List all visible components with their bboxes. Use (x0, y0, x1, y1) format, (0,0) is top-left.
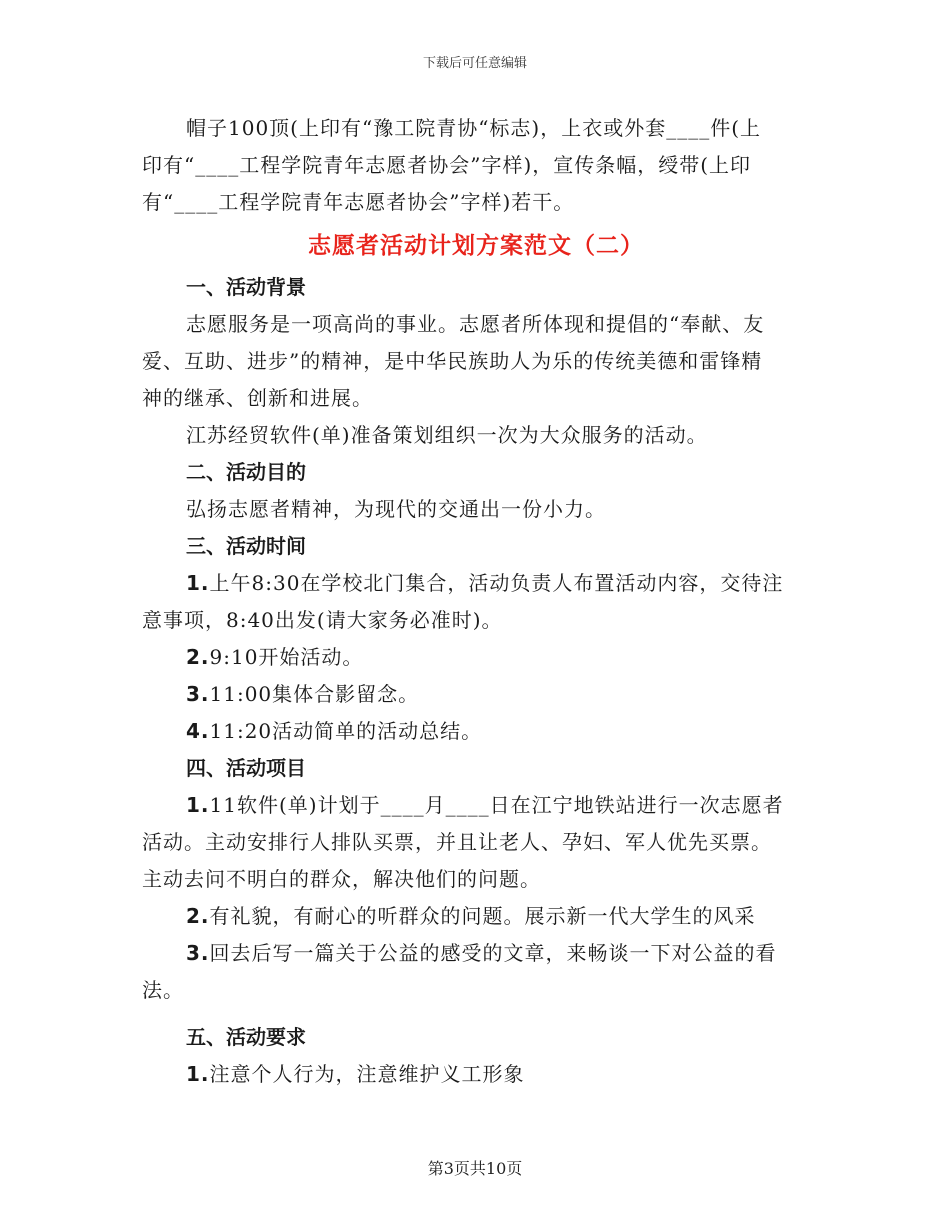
project-item-1-cont-1: 活动。主动安排行人排队买票，并且让老人、孕妇、军人优先买票。 (142, 830, 772, 854)
item-number: 2. (186, 645, 210, 669)
item-number: 3. (186, 682, 210, 706)
item-number: 1. (186, 571, 210, 595)
item-text: 有礼貌，有耐心的听群众的问题。展示新一代大学生的风采 (209, 904, 756, 928)
item-text: 9:10开始活动。 (209, 645, 364, 669)
project-item-3 (142, 935, 810, 972)
item-text: 注意个人行为，注意维护义工形象 (209, 1062, 525, 1086)
project-item-2 (142, 898, 810, 935)
page-footer: 第3页共10页 (427, 1159, 523, 1178)
project-item-1-cont-2: 主动去问不明白的群众，解决他们的问题。 (142, 867, 541, 891)
item-number: 4. (186, 719, 210, 743)
time-item-2 (142, 639, 810, 676)
time-item-3 (142, 676, 810, 713)
intro-line-2: 印有“____工程学院青年志愿者协会”字样)，宣传条幅，绶带(上印 (142, 153, 752, 177)
time-item-1-cont: 意事项，8:40出发(请大家务必准时)。 (142, 608, 503, 632)
project-item-1 (142, 787, 810, 824)
intro-line-1: 帽子100顶(上印有“豫工院青协“标志)，上衣或外套____件(上 (186, 116, 762, 140)
item-text: 11:00集体合影留念。 (209, 682, 420, 706)
background-p2: 江苏经贸软件(单)准备策划组织一次为大众服务的活动。 (186, 423, 708, 447)
intro-line-3: 有“____工程学院青年志愿者协会”字样)若干。 (142, 190, 575, 214)
heading-background: 一、活动背景 (186, 275, 306, 299)
time-item-4 (142, 713, 810, 750)
item-text: 11:20活动简单的活动总结。 (209, 719, 483, 743)
item-text: 回去后写一篇关于公益的感受的文章，来畅谈一下对公益的看 (209, 941, 777, 965)
purpose-p1: 弘扬志愿者精神，为现代的交通出一份小力。 (186, 497, 606, 521)
background-p1-line-2: 爱、互助、进步”的精神，是中华民族助人为乐的传统美德和雷锋精 (142, 349, 763, 373)
section-title: 志愿者活动计划方案范文（二） (308, 233, 644, 259)
heading-time: 三、活动时间 (186, 534, 306, 558)
requirement-item-1 (142, 1056, 810, 1093)
heading-requirements: 五、活动要求 (186, 1025, 306, 1049)
item-number: 2. (186, 904, 210, 928)
page-header: 下载后可任意编辑 (422, 56, 527, 71)
background-p1-line-3: 神的继承、创新和进展。 (142, 386, 373, 410)
time-item-1 (142, 565, 810, 602)
project-item-3-cont: 法。 (142, 978, 184, 1002)
heading-projects: 四、活动项目 (186, 756, 306, 780)
heading-purpose: 二、活动目的 (186, 460, 306, 484)
background-p1-line-1: 志愿服务是一项高尚的事业。志愿者所体现和提倡的“奉献、友 (186, 312, 765, 336)
document-body (142, 110, 810, 1093)
item-text: 上午8:30在学校北门集合，活动负责人布置活动内容，交待注 (209, 571, 784, 595)
item-number: 1. (186, 1062, 210, 1086)
item-number: 3. (186, 941, 210, 965)
item-number: 1. (186, 793, 210, 817)
item-text: 11软件(单)计划于____月____日在江宁地铁站进行一次志愿者 (209, 793, 784, 817)
